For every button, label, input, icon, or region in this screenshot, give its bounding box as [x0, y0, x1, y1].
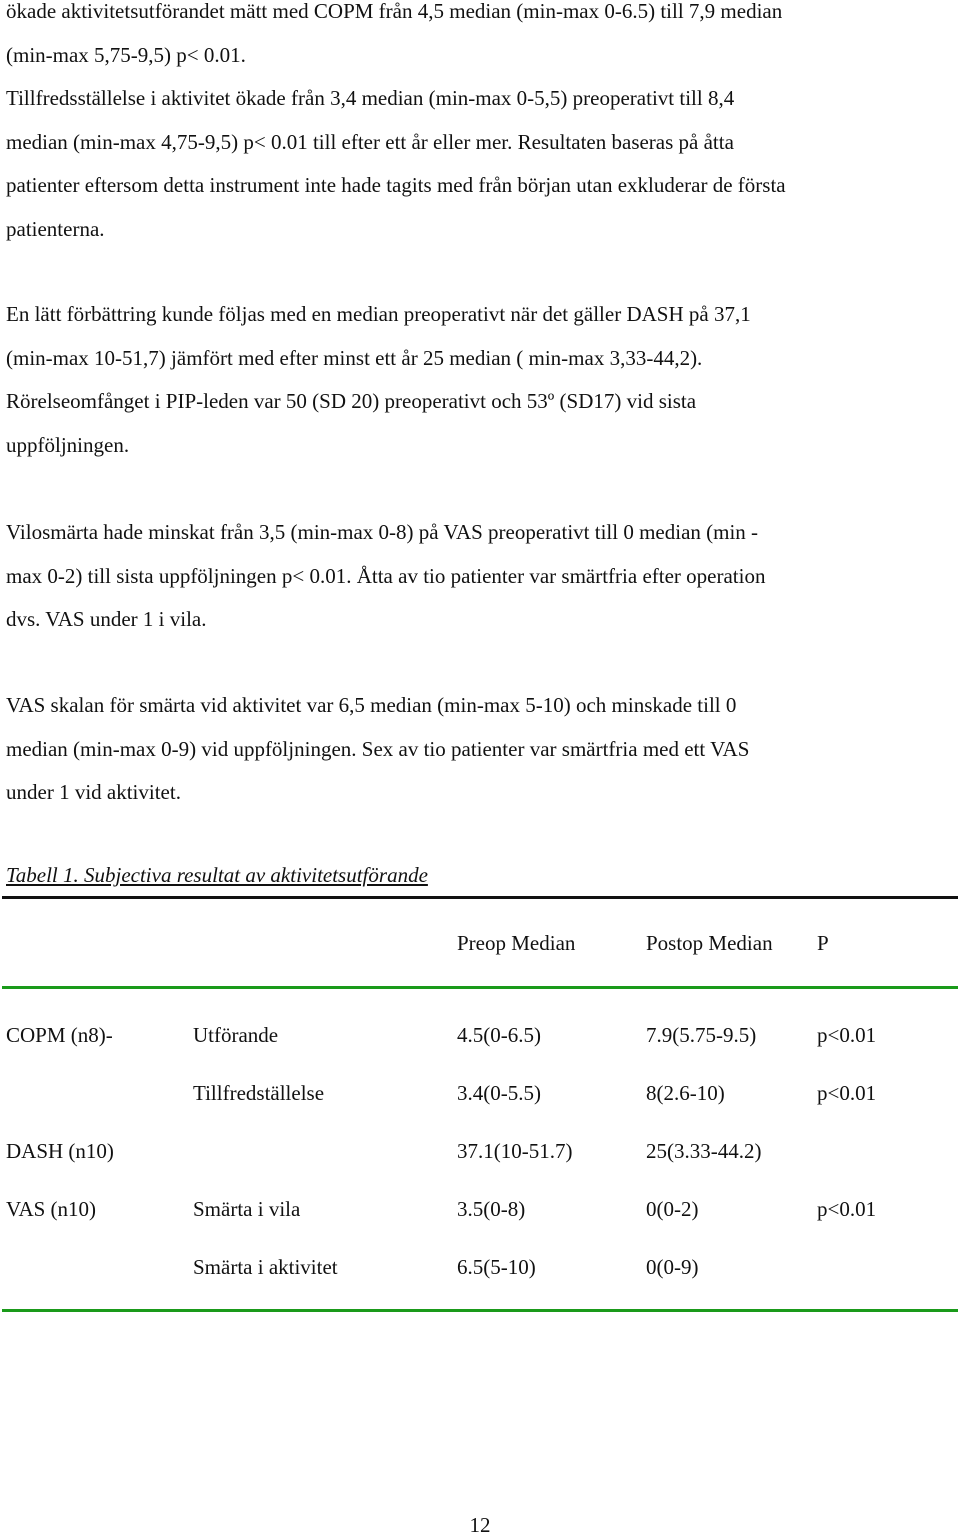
page-number: 12 — [469, 1513, 491, 1537]
text-line: uppföljningen. — [6, 432, 130, 457]
table-cell: 0(0-9) — [646, 1255, 699, 1279]
table-cell: p<0.01 — [817, 1197, 877, 1221]
table-cell: 3.5(0-8) — [457, 1197, 526, 1221]
table-cell: p<0.01 — [817, 1023, 877, 1047]
paragraph-dash-results — [6, 293, 956, 467]
table-cell: 0(0-2) — [646, 1197, 699, 1221]
table-cell: Utförande — [193, 1023, 279, 1047]
text-line: median (min-max 0-9) vid uppföljningen. Sex av tio patienter var smärtfria med ett VAS — [6, 736, 750, 761]
text-line: Rörelseomfånget i PIP-leden var 50 (SD 20) preoperativt och 53º (SD17) vid sista — [6, 389, 697, 413]
text-line: (min-max 10-51,7) jämfört med efter minst ett år 25 median ( min-max 3,33-44,2). — [6, 345, 703, 370]
text-line: patienter eftersom detta instrument inte hade tagits med från början utan exkluderar de första — [6, 173, 786, 197]
table-cell: COPM (n8)- — [6, 1023, 113, 1047]
table-header-rule — [2, 986, 958, 989]
table-cell: DASH (n10) — [6, 1139, 114, 1163]
table-caption: Tabell 1. Subjectiva resultat av aktivitetsutförande — [6, 863, 428, 887]
text-line: En lätt förbättring kunde följas med en median preoperativt när det gäller DASH på 37,1 — [6, 302, 751, 326]
paragraph-copm-results — [6, 0, 956, 251]
table-cell: VAS (n10) — [6, 1197, 97, 1221]
table-cell: Tillfredställelse — [193, 1081, 325, 1105]
table-top-rule — [2, 896, 958, 899]
text-line: (min-max 5,75-9,5) p< 0.01. — [6, 42, 246, 67]
table-cell: 8(2.6-10) — [646, 1081, 725, 1105]
header-preop-median: Preop Median — [457, 931, 576, 955]
text-line: ökade aktivitetsutförandet mätt med COPM från 4,5 median (min-max 0-6.5) till 7,9 median — [6, 0, 783, 23]
paragraph-rest-pain — [6, 511, 956, 642]
text-line: median (min-max 4,75-9,5) p< 0.01 till efter ett år eller mer. Resultaten baseras på åtta — [6, 129, 734, 154]
table-cell: 4.5(0-6.5) — [457, 1023, 541, 1047]
text-line: Tillfredsställelse i aktivitet ökade från 3,4 median (min-max 0-5,5) preoperativt till 8,4 — [6, 86, 735, 110]
header-p-value: P — [817, 931, 829, 955]
paragraph-activity-pain — [6, 684, 956, 815]
text-line: dvs. VAS under 1 i vila. — [6, 607, 207, 631]
table-cell: 3.4(0-5.5) — [457, 1081, 541, 1105]
table-cell: 6.5(5-10) — [457, 1255, 536, 1279]
table-cell: 25(3.33-44.2) — [646, 1139, 762, 1163]
table-cell: 37.1(10-51.7) — [457, 1139, 573, 1163]
table-cell: 7.9(5.75-9.5) — [646, 1023, 757, 1047]
text-line: VAS skalan för smärta vid aktivitet var 6,5 median (min-max 5-10) och minskade till 0 — [6, 693, 737, 717]
table-cell: Smärta i vila — [193, 1197, 301, 1221]
text-line: under 1 vid aktivitet. — [6, 780, 181, 804]
header-postop-median: Postop Median — [646, 931, 773, 955]
table-cell: p<0.01 — [817, 1081, 877, 1105]
table-bottom-rule — [2, 1309, 958, 1312]
table-cell: Smärta i aktivitet — [193, 1255, 338, 1279]
text-line: max 0-2) till sista uppföljningen p< 0.01. Åtta av tio patienter var smärtfria efter operation — [6, 563, 766, 588]
text-line: patienterna. — [6, 216, 105, 241]
text-line: Vilosmärta hade minskat från 3,5 (min-max 0-8) på VAS preoperativt till 0 median (min - — [6, 520, 759, 544]
